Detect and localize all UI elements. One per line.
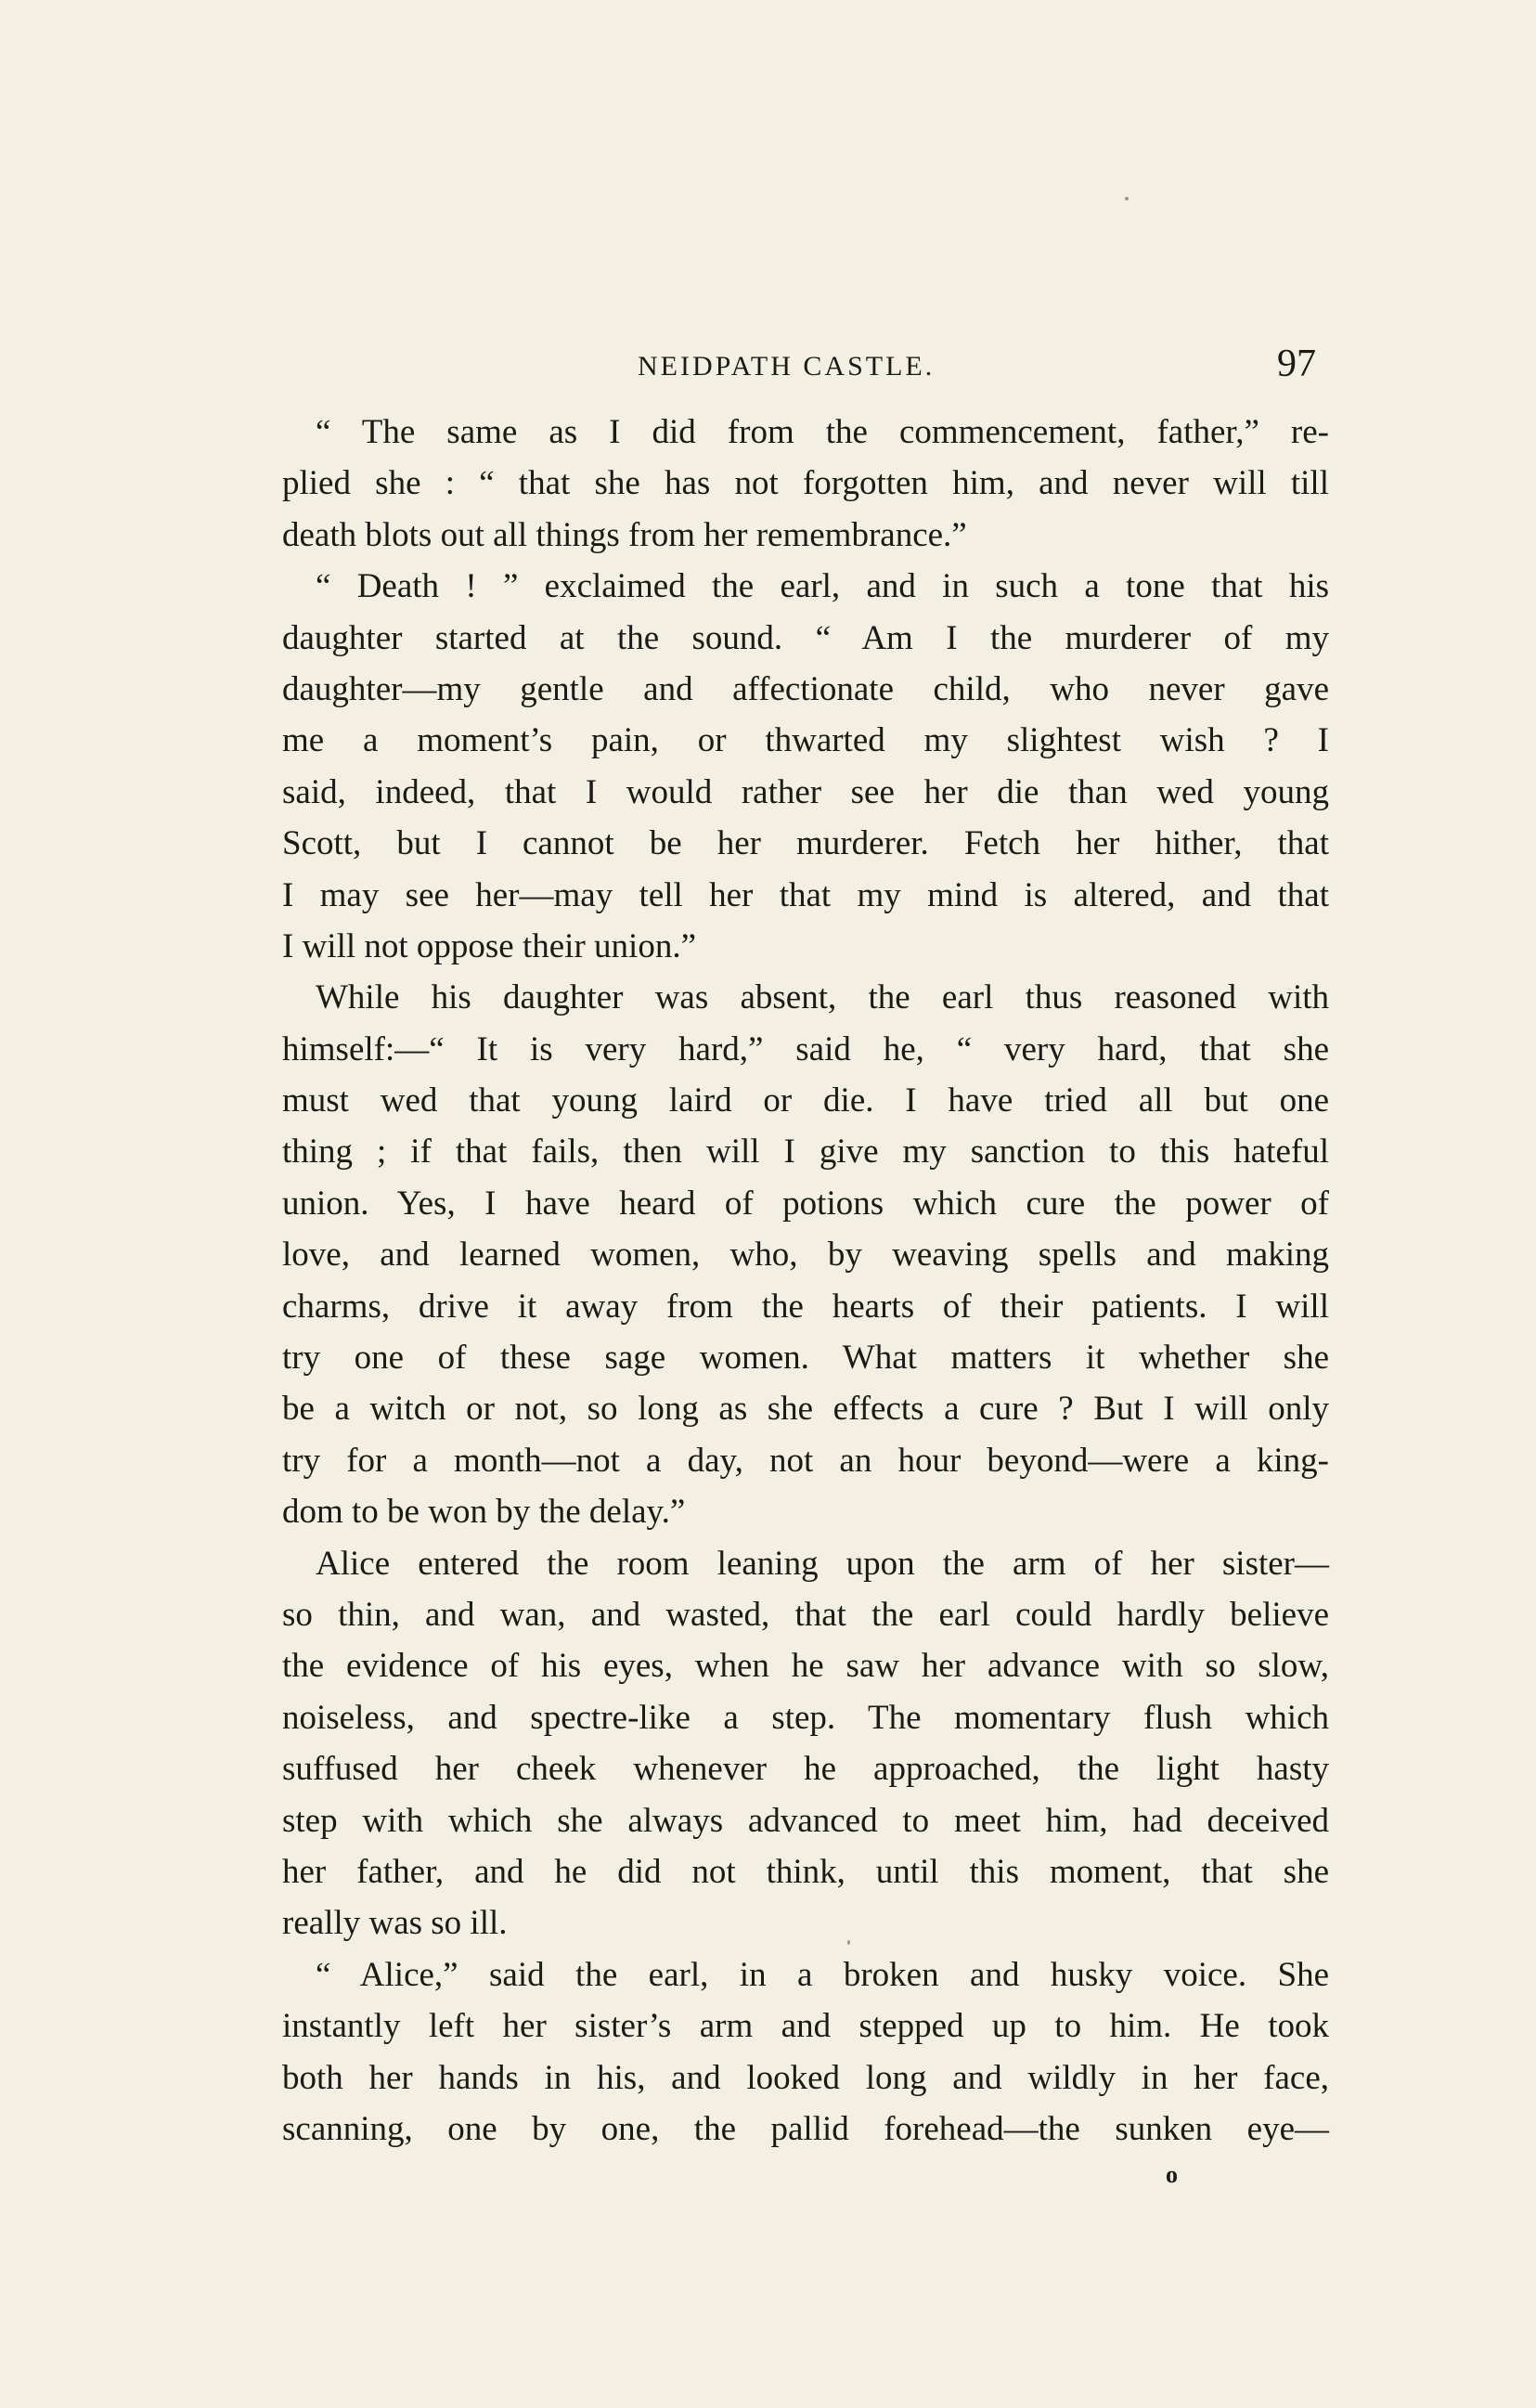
running-title: NEIDPATH CASTLE. xyxy=(638,351,936,382)
text-line: While his daughter was absent, the earl thus reasoned with xyxy=(316,978,1329,1017)
text-line: her father, and he did not think, until this moment, that she xyxy=(282,1852,1329,1891)
text-line: I will not oppose their union.” xyxy=(282,926,696,965)
text-line: instantly left her sister’s arm and stepped up to him. He took xyxy=(282,2007,1329,2046)
text-line: Scott, but I cannot be her murderer. Fetch her hither, that xyxy=(282,824,1329,863)
text-line: love, and learned women, who, by weaving spells and making xyxy=(282,1236,1329,1275)
text-line: me a moment’s pain, or thwarted my slightest wish ? I xyxy=(282,721,1329,760)
text-line: himself:—“ It is very hard,” said he, “ very hard, that she xyxy=(282,1029,1329,1068)
text-line: “ Death ! ” exclaimed the earl, and in such a tone that his xyxy=(316,567,1329,606)
signature-mark: o xyxy=(1166,2161,1178,2188)
paper-speck xyxy=(847,1940,850,1945)
text-line: scanning, one by one, the pallid forehead—the sunken eye— xyxy=(282,2109,1329,2148)
text-line: “ Alice,” said the earl, in a broken and husky voice. She xyxy=(316,1955,1329,1994)
text-line: must wed that young laird or die. I have tried all but one xyxy=(282,1081,1329,1120)
text-line: daughter—my gentle and affectionate child, who never gave xyxy=(282,669,1329,708)
text-line: noiseless, and spectre-like a step. The momentary flush which xyxy=(282,1698,1329,1737)
text-line: be a witch or not, so long as she effects a cure ? But I will only xyxy=(282,1390,1329,1429)
text-line: charms, drive it away from the hearts of their patients. I will xyxy=(282,1287,1329,1326)
text-line: the evidence of his eyes, when he saw her advance with so slow, xyxy=(282,1647,1329,1686)
text-line: I may see her—may tell her that my mind is altered, and that xyxy=(282,875,1329,914)
text-line: said, indeed, that I would rather see her die than wed young xyxy=(282,772,1329,811)
text-line: so thin, and wan, and wasted, that the earl could hardly believe xyxy=(282,1595,1329,1634)
text-line: daughter started at the sound. “ Am I the murderer of my xyxy=(282,618,1329,657)
text-line: suffused her cheek whenever he approached, the light hasty xyxy=(282,1750,1329,1789)
page-header xyxy=(278,342,1316,397)
text-line: death blots out all things from her remembrance.” xyxy=(282,515,967,554)
text-line: try for a month—not a day, not an hour beyond—were a king- xyxy=(282,1441,1329,1480)
text-line: try one of these sage women. What matters it whether she xyxy=(282,1339,1329,1378)
text-line: really was so ill. xyxy=(282,1904,508,1943)
paper-speck xyxy=(1125,197,1129,201)
text-line: “ The same as I did from the commencement, father,” re- xyxy=(316,413,1329,451)
body-text xyxy=(282,407,1329,2155)
text-line: thing ; if that fails, then will I give my sanction to this hateful xyxy=(282,1133,1329,1172)
text-line: union. Yes, I have heard of potions which cure the power of xyxy=(282,1184,1329,1223)
text-line: Alice entered the room leaning upon the arm of her sister— xyxy=(316,1544,1329,1583)
page-number: 97 xyxy=(1277,343,1316,385)
text-line: both her hands in his, and looked long and wildly in her face, xyxy=(282,2058,1329,2097)
text-line: step with which she always advanced to meet him, had deceived xyxy=(282,1801,1329,1840)
text-line: dom to be won by the delay.” xyxy=(282,1493,686,1532)
text-line: plied she : “ that she has not forgotten him, and never will till xyxy=(282,464,1329,503)
